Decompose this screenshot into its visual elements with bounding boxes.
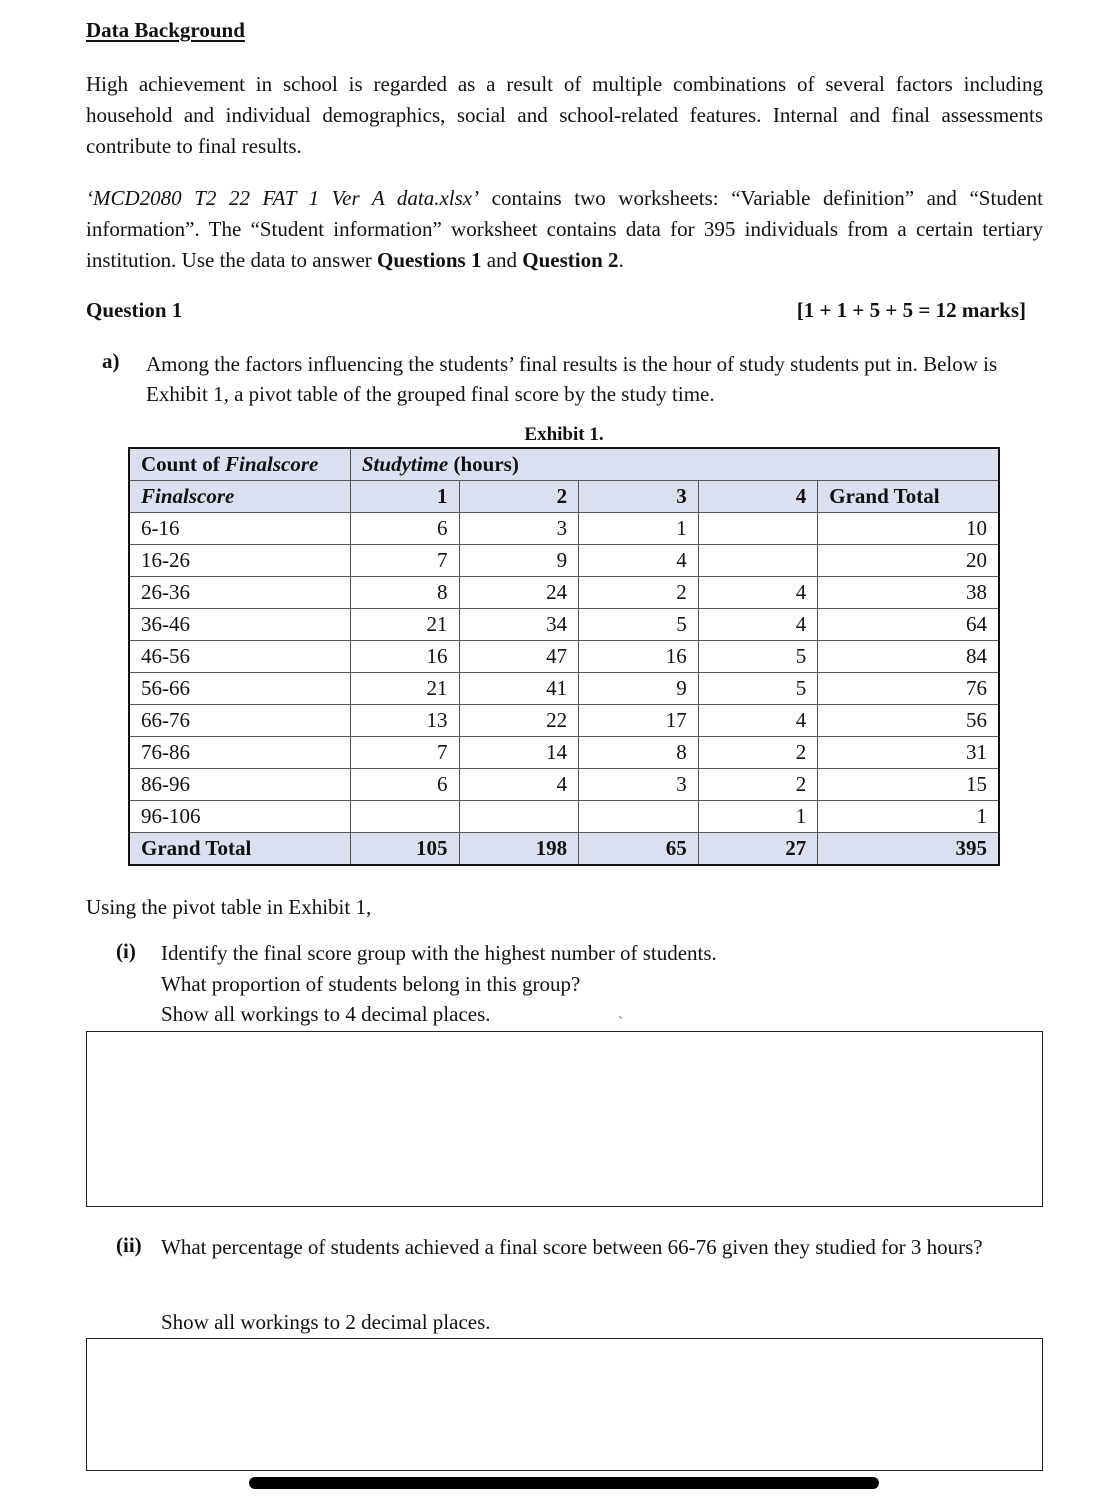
header-field: Studytime (361, 452, 449, 476)
row-total: 20 (818, 545, 999, 577)
col-header-4: 4 (698, 481, 818, 513)
cell: 14 (459, 737, 579, 769)
pivot-header-row-1 (129, 448, 999, 481)
cell (698, 513, 818, 545)
sub-question-i-line3: Show all workings to 4 decimal places. (161, 1002, 491, 1026)
cell: 22 (459, 705, 579, 737)
cell: 8 (350, 577, 459, 609)
row-label: 36-46 (129, 609, 350, 641)
row-total: 56 (818, 705, 999, 737)
cell: 13 (350, 705, 459, 737)
cell: 17 (579, 705, 699, 737)
row-total: 64 (818, 609, 999, 641)
answer-box-ii[interactable] (86, 1338, 1043, 1471)
row-total: 84 (818, 641, 999, 673)
cell: 16 (350, 641, 459, 673)
row-total: 1 (818, 801, 999, 833)
answer-box-i[interactable] (86, 1031, 1043, 1207)
row-total: 10 (818, 513, 999, 545)
cell: 9 (579, 673, 699, 705)
cell: 16 (579, 641, 699, 673)
cell: 4 (698, 705, 818, 737)
question-title: Question 1 (86, 298, 183, 322)
cell: 7 (350, 737, 459, 769)
cell (579, 801, 699, 833)
cell: 2 (698, 769, 818, 801)
sub-question-ii-line2: Show all workings to 2 decimal places. (161, 1310, 491, 1334)
grand-total-label: Grand Total (129, 833, 350, 866)
row-label: 16-26 (129, 545, 350, 577)
studytime-header (350, 448, 999, 481)
sub-question-i-line1: Identify the final score group with the highest number of students. (161, 941, 717, 965)
paragraph-background: High achievement in school is regarded as a result of multiple combinations of several factors including household and individual demographics, social and school-related features. Internal and final assessments contribute to final results. (86, 72, 1043, 158)
sub-question-i-label: (i) (116, 939, 136, 963)
paragraph-text: contains two worksheets: “Variable definition” and “Student information”. The “Student information” worksheet contains data for 395 individuals from a certain tertiary institution. Use the data to answer (86, 186, 1043, 272)
sub-question-ii-line1: What percentage of students achieved a final score between 66-76 given they studied for 3 hours? (161, 1235, 983, 1259)
cell: 2 (698, 737, 818, 769)
cell (698, 545, 818, 577)
cell: 3 (579, 769, 699, 801)
cell: 4 (698, 577, 818, 609)
row-total: 15 (818, 769, 999, 801)
row-label: 46-56 (129, 641, 350, 673)
home-indicator-bar[interactable] (249, 1477, 879, 1489)
column-total: 198 (459, 833, 579, 866)
cell: 34 (459, 609, 579, 641)
cell: 47 (459, 641, 579, 673)
cell: 8 (579, 737, 699, 769)
question-marks: [1 + 1 + 5 + 5 = 12 marks] (796, 298, 1026, 322)
sub-question-i-line2: What proportion of students belong in this group? (161, 972, 581, 996)
finalscore-header (129, 481, 350, 513)
paragraph-text: . (618, 248, 624, 272)
cell: 4 (579, 545, 699, 577)
table-row (129, 737, 999, 769)
overall-total: 395 (818, 833, 999, 866)
row-label: 66-76 (129, 705, 350, 737)
section-heading: Data Background (86, 18, 245, 42)
cell: 24 (459, 577, 579, 609)
sub-question-ii-label: (ii) (116, 1233, 142, 1257)
row-label: 26-36 (129, 577, 350, 609)
cell: 5 (579, 609, 699, 641)
row-label: 86-96 (129, 769, 350, 801)
col-header-1: 1 (350, 481, 459, 513)
column-total: 65 (579, 833, 699, 866)
table-row (129, 769, 999, 801)
using-pivot-text: Using the pivot table in Exhibit 1, (86, 895, 372, 919)
cell: 41 (459, 673, 579, 705)
bold-questions-1: Questions 1 (377, 248, 482, 272)
cell: 21 (350, 673, 459, 705)
header-field: Finalscore (225, 452, 319, 476)
cell: 3 (459, 513, 579, 545)
row-total: 76 (818, 673, 999, 705)
table-row (129, 673, 999, 705)
row-total: 31 (818, 737, 999, 769)
column-total: 27 (698, 833, 818, 866)
cell: 21 (350, 609, 459, 641)
table-row (129, 641, 999, 673)
cell: 4 (698, 609, 818, 641)
cell (459, 801, 579, 833)
table-row (129, 545, 999, 577)
cell: 1 (698, 801, 818, 833)
table-row (129, 705, 999, 737)
row-label: 76-86 (129, 737, 350, 769)
part-a-label: a) (102, 349, 120, 373)
part-a-text: Among the factors influencing the students’ final results is the hour of study students put in. Below is Exhibit 1, a pivot table of the grouped final score by the study time. (146, 352, 998, 406)
row-label: 96-106 (129, 801, 350, 833)
cell: 5 (698, 641, 818, 673)
cell: 1 (579, 513, 699, 545)
cell: 6 (350, 513, 459, 545)
stray-mark: ` (618, 1015, 623, 1030)
col-header-3: 3 (579, 481, 699, 513)
cell: 6 (350, 769, 459, 801)
count-of-finalscore-header (129, 448, 350, 481)
table-row (129, 577, 999, 609)
data-filename: ‘MCD2080 T2 22 FAT 1 Ver A data.xlsx’ (86, 186, 480, 210)
header-text: (hours) (448, 452, 519, 476)
col-header-grand-total: Grand Total (818, 481, 999, 513)
header-text: Count of (141, 452, 226, 476)
table-row (129, 801, 999, 833)
row-label: 56-66 (129, 673, 350, 705)
pivot-header-row-2 (129, 481, 999, 513)
cell: 9 (459, 545, 579, 577)
cell: 5 (698, 673, 818, 705)
paragraph-text: and (481, 248, 523, 272)
cell: 2 (579, 577, 699, 609)
col-header-2: 2 (459, 481, 579, 513)
table-row (129, 609, 999, 641)
row-label: 6-16 (129, 513, 350, 545)
header-text: Finalscore (141, 484, 235, 508)
pivot-table (128, 447, 1000, 866)
cell: 4 (459, 769, 579, 801)
cell: 7 (350, 545, 459, 577)
exhibit-title: Exhibit 1. (524, 424, 604, 445)
row-total: 38 (818, 577, 999, 609)
bold-question-2: Question 2 (522, 248, 619, 272)
table-row (129, 513, 999, 545)
cell (350, 801, 459, 833)
grand-total-row (129, 833, 999, 866)
column-total: 105 (350, 833, 459, 866)
paragraph-data-description (86, 183, 1043, 276)
